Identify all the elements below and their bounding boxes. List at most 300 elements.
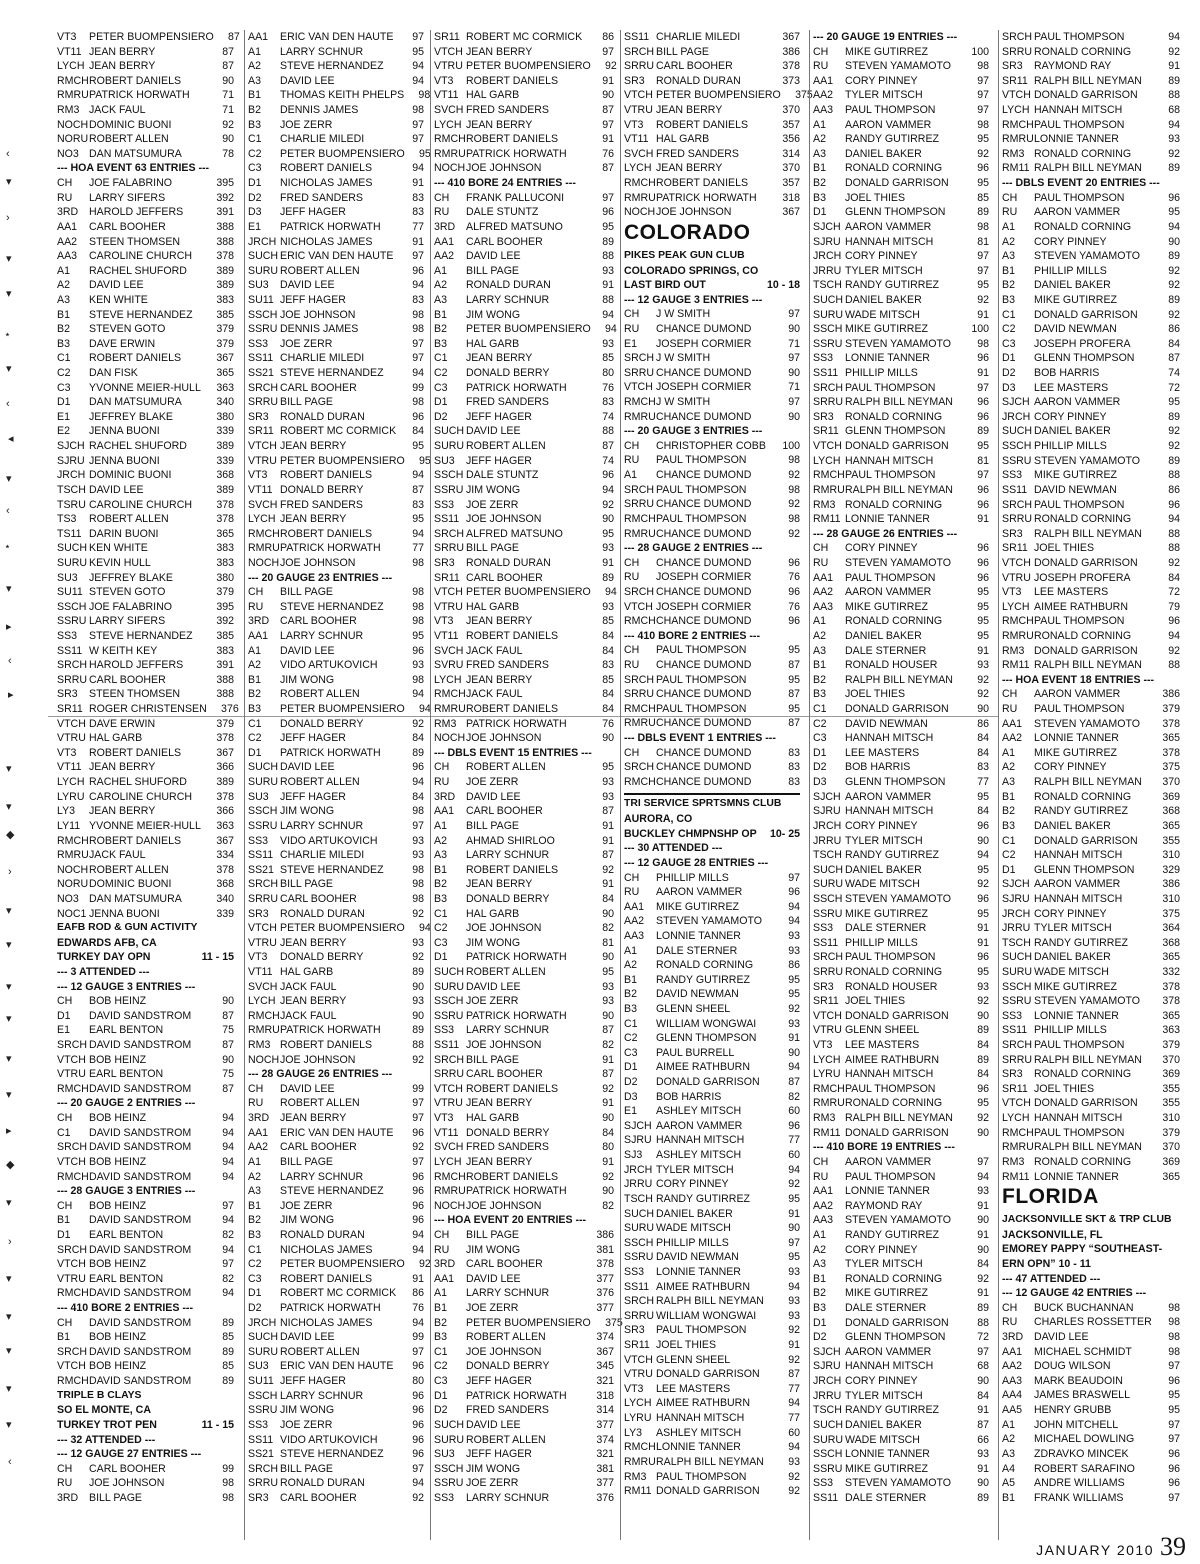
class-code: SJRU	[57, 454, 85, 467]
class-code: B1	[813, 1272, 826, 1285]
shooter-name: MIKE GUTIRREZ	[656, 900, 739, 913]
class-code: SRCH	[624, 585, 655, 598]
result-row	[434, 278, 614, 293]
score: 96	[788, 615, 800, 628]
shooter-name: FRED SANDERS	[280, 498, 363, 511]
class-code: A2	[1002, 761, 1015, 774]
score: 91	[602, 819, 614, 832]
page-number: 39	[1160, 1532, 1186, 1561]
score: 98	[418, 89, 431, 102]
class-code: RU	[813, 1170, 829, 1183]
score: 96	[788, 585, 800, 598]
shooter-name: DAVID LEE	[466, 425, 521, 438]
result-row	[624, 512, 800, 527]
class-code: LYCH	[57, 776, 85, 789]
class-code: A2	[813, 629, 826, 642]
score: 97	[222, 1199, 234, 1212]
result-row	[434, 687, 614, 702]
class-code: SR11	[248, 425, 274, 438]
shooter-name: JEFF HAGER	[466, 1448, 532, 1461]
shooter-name: DONALD GARRISON	[1034, 556, 1138, 569]
score: 94	[605, 586, 617, 599]
shooter-name: CHANCE DUMOND	[656, 366, 752, 379]
result-row	[624, 556, 800, 571]
result-row	[248, 746, 424, 761]
class-code: RMCH	[624, 512, 656, 525]
score: 93	[788, 1309, 800, 1322]
class-code: SR11	[434, 571, 460, 584]
score: 97	[977, 1155, 989, 1168]
class-code: CH	[57, 1112, 73, 1125]
shooter-name: CARL BOOHER	[466, 1258, 543, 1271]
score: 94	[977, 1170, 989, 1183]
shooter-name: EARL BENTON	[89, 1024, 164, 1037]
shooter-name: DAVID LEE	[466, 250, 521, 263]
result-row	[57, 527, 234, 542]
class-code: VTCH	[57, 1258, 86, 1271]
result-row	[434, 1111, 614, 1126]
class-code: SR3	[813, 410, 834, 423]
margin-mark: ▸	[6, 1125, 12, 1137]
result-row	[434, 1301, 614, 1316]
class-code: B2	[813, 673, 826, 686]
shooter-name: PAUL BURRELL	[656, 1046, 735, 1059]
class-code: TSCH	[813, 279, 842, 292]
margin-mark: ▾	[6, 1197, 12, 1209]
result-row	[624, 205, 800, 220]
score: 89	[222, 1345, 234, 1358]
result-row	[57, 673, 234, 688]
score: 97	[412, 133, 424, 146]
score: 84	[977, 746, 989, 759]
score: 369	[1162, 790, 1180, 803]
shooter-name: ERIC VAN DEN HAUTE	[280, 250, 394, 263]
result-row	[813, 147, 989, 162]
score: 378	[216, 250, 234, 263]
class-code: VT3	[624, 1382, 644, 1395]
shooter-name: PETER BUOMPENSIERO	[656, 89, 781, 102]
result-row	[1002, 775, 1180, 790]
result-row	[434, 1126, 614, 1141]
shooter-name: JEAN BERRY	[280, 1112, 347, 1125]
score: 87	[1168, 352, 1180, 365]
class-code: B3	[434, 337, 447, 350]
score: 378	[1162, 746, 1180, 759]
result-row	[624, 929, 800, 944]
score: 92	[222, 118, 234, 131]
result-row	[248, 337, 424, 352]
shooter-name: CHANCE DUMOND	[656, 527, 752, 540]
class-code: SJRU	[813, 1360, 841, 1373]
score: 92	[602, 498, 614, 511]
result-row	[813, 936, 989, 951]
score: 96	[977, 162, 989, 175]
result-row	[57, 1345, 234, 1360]
class-code: NOCH	[57, 863, 89, 876]
club-detail: EMOREY PAPPY “SOUTHEAST-	[1002, 1243, 1163, 1256]
class-code: LYCH	[434, 1155, 462, 1168]
event-heading-text: --- 410 BORE 19 ENTRIES ---	[813, 1141, 955, 1154]
class-code: SUCH	[813, 863, 844, 876]
score: 92	[419, 1258, 431, 1271]
score: 93	[412, 659, 424, 672]
shooter-name: PAUL THOMPSON	[1034, 191, 1125, 204]
class-code: VTCH	[57, 717, 86, 730]
class-code: SURU	[624, 1222, 655, 1235]
shooter-name: JEFF HAGER	[280, 293, 346, 306]
class-code: SRRU	[248, 396, 279, 409]
score: 94	[222, 1141, 234, 1154]
result-row	[248, 600, 424, 615]
result-row	[624, 453, 800, 468]
class-code: A2	[248, 659, 261, 672]
shooter-name: HAL GARB	[466, 907, 520, 920]
result-row	[57, 717, 234, 732]
result-row	[57, 118, 234, 133]
class-code: SR11	[434, 31, 460, 43]
class-code: SUCH	[434, 1418, 465, 1431]
score: 97	[602, 191, 614, 204]
shooter-name: JIM WONG	[466, 308, 521, 321]
class-code: A2	[434, 834, 447, 847]
class-code: RMCH	[1002, 118, 1034, 131]
class-code: SRRU	[1002, 513, 1033, 526]
shooter-name: RONALD CORNING	[845, 1097, 943, 1110]
result-row	[57, 1359, 234, 1374]
score: 389	[216, 279, 234, 292]
result-row	[57, 498, 234, 513]
score: 96	[1168, 191, 1180, 204]
class-code: SURU	[248, 776, 279, 789]
shooter-name: DAVID NEWMAN	[656, 1251, 739, 1264]
event-heading	[624, 731, 800, 746]
result-row	[1002, 118, 1180, 133]
class-code: VTCH	[1002, 556, 1031, 569]
shooter-name: PAUL THOMPSON	[656, 1324, 747, 1337]
result-row	[813, 1184, 989, 1199]
score: 91	[977, 936, 989, 949]
score: 370	[1162, 776, 1180, 789]
score: 83	[412, 191, 424, 204]
class-code: SRCH	[57, 659, 88, 672]
shooter-name: TYLER MITSCH	[845, 264, 923, 277]
result-row	[624, 366, 800, 381]
class-code: D2	[624, 1076, 638, 1089]
results-column-6	[998, 30, 1180, 1540]
score: 83	[788, 775, 800, 788]
class-code: SSCH	[1002, 440, 1032, 453]
shooter-name: EARL BENTON	[89, 1228, 164, 1241]
class-code: SS11	[813, 367, 839, 380]
shooter-name: AIMEE RATHBURN	[845, 1053, 939, 1066]
result-row	[434, 921, 614, 936]
class-code: RMRU	[1002, 629, 1034, 642]
result-row	[57, 1155, 234, 1170]
class-code: SS11	[624, 31, 650, 43]
result-row	[57, 848, 234, 863]
score: 100	[971, 323, 989, 336]
shooter-name: ROBERT DANIELS	[466, 703, 559, 716]
score: 96	[977, 352, 989, 365]
result-row	[434, 1389, 614, 1404]
shooter-name: TYLER MITSCH	[845, 1389, 923, 1402]
class-code: VT11	[57, 45, 82, 58]
event-heading	[813, 30, 989, 45]
result-row	[1002, 424, 1180, 439]
result-row	[1002, 45, 1180, 60]
result-row	[813, 1272, 989, 1287]
shooter-name: DANIEL BAKER	[845, 147, 922, 160]
class-code: SVCH	[434, 644, 464, 657]
shooter-name: JEAN BERRY	[280, 513, 347, 526]
shooter-name: HAL GARB	[656, 133, 710, 146]
class-code: SRRU	[248, 892, 279, 905]
class-code: B3	[57, 337, 70, 350]
class-code: VTRU	[248, 936, 277, 949]
score: 91	[977, 644, 989, 657]
score: 369	[1162, 1155, 1180, 1168]
score: 95	[602, 220, 614, 233]
shooter-name: LONNIE TANNER	[1034, 133, 1119, 146]
class-code: SSRU	[434, 1009, 464, 1022]
shooter-name: JIM WONG	[466, 1243, 521, 1256]
result-row	[1002, 381, 1180, 396]
result-row	[813, 1199, 989, 1214]
result-row	[57, 1053, 234, 1068]
shooter-name: DONALD GARRISON	[1034, 89, 1138, 102]
class-code: SVRU	[434, 659, 464, 672]
result-row	[1002, 439, 1180, 454]
score: 93	[602, 980, 614, 993]
shooter-name: MARK BEAUDOIN	[1034, 1374, 1123, 1387]
shooter-name: PATRICK HORWATH	[89, 89, 190, 102]
class-code: SRCH	[57, 1243, 88, 1256]
result-row	[1002, 1111, 1180, 1126]
shooter-name: RALPH BILL NEYMAN	[1034, 1053, 1142, 1066]
class-code: A3	[1002, 250, 1015, 263]
shooter-name: DAVID SANDSTROM	[89, 1009, 192, 1022]
score: 90	[788, 1046, 800, 1059]
result-row	[434, 1096, 614, 1111]
score: 93	[977, 1185, 989, 1198]
class-code: RM11	[624, 1485, 652, 1498]
shooter-name: LARRY SCHNUR	[466, 1287, 550, 1300]
result-row	[624, 1455, 800, 1470]
score: 375	[1162, 907, 1180, 920]
result-row	[248, 205, 424, 220]
shooter-name: JENNA BUONI	[89, 907, 160, 920]
shooter-name: JOE JOHNSON	[280, 308, 356, 321]
class-code: A2	[248, 60, 261, 73]
shooter-name: HAROLD JEFFERS	[89, 206, 184, 219]
shooter-name: RALPH BILL NEYMAN	[845, 483, 953, 496]
score: 94	[788, 1061, 800, 1074]
result-row	[1002, 804, 1180, 819]
result-row	[813, 191, 989, 206]
results-column-4	[620, 30, 813, 1540]
shooter-name: PETER BUOMPENSIERO	[280, 454, 405, 467]
result-row	[248, 454, 431, 469]
class-code: D1	[248, 746, 262, 759]
class-code: A2	[1002, 235, 1015, 248]
result-row	[434, 1053, 614, 1068]
shooter-name: LEE MASTERS	[1034, 586, 1109, 599]
class-code: VTRU	[434, 1097, 463, 1110]
class-code: RU	[624, 886, 640, 899]
class-code: VTRU	[57, 1068, 86, 1081]
class-code: VTRU	[813, 1024, 842, 1037]
class-code: RM3	[1002, 1155, 1025, 1168]
score: 76	[788, 571, 800, 584]
score: 83	[412, 293, 424, 306]
shooter-name: PETER BUOMPENSIERO	[466, 60, 591, 73]
class-code: C3	[624, 1046, 638, 1059]
class-code: C1	[434, 907, 448, 920]
result-row	[813, 439, 989, 454]
result-row	[1002, 454, 1180, 469]
class-code: VTRU	[57, 1272, 86, 1285]
score: 314	[596, 1404, 614, 1417]
score: 93	[602, 600, 614, 613]
class-code: TSCH	[624, 1192, 653, 1205]
shooter-name: STEVEN YAMAMOTO	[845, 1214, 951, 1227]
shooter-name: BILL PAGE	[466, 542, 519, 555]
shooter-name: ALFRED MATSUNO	[466, 220, 563, 233]
shooter-name: AARON VAMMER	[1034, 206, 1121, 219]
class-code: A1	[1002, 746, 1015, 759]
shooter-name: DAVID NEWMAN	[845, 717, 928, 730]
shooter-name: JOE FALABRINO	[89, 600, 173, 613]
result-row	[434, 994, 614, 1009]
score: 392	[216, 191, 234, 204]
result-row	[248, 790, 424, 805]
event-heading	[813, 527, 989, 542]
shooter-name: DALE STUNTZ	[466, 206, 539, 219]
shooter-name: ROBERT DANIELS	[89, 352, 182, 365]
shooter-name: DANIEL BAKER	[845, 863, 922, 876]
class-code: LYRU	[57, 790, 85, 803]
class-code: RMCH	[57, 834, 89, 847]
shooter-name: CHARLIE MILEDI	[280, 133, 365, 146]
result-row	[813, 322, 989, 337]
shooter-name: STEVE HERNANDEZ	[280, 60, 384, 73]
result-row	[813, 278, 989, 293]
class-code: RMCH	[1002, 1126, 1034, 1139]
result-row	[624, 1294, 800, 1309]
shooter-name: DANIEL BAKER	[1034, 951, 1111, 964]
score: 89	[977, 206, 989, 219]
event-heading-text: TURKEY DAY OPN	[57, 951, 151, 964]
margin-mark: ▾	[6, 939, 12, 951]
class-code: AA1	[248, 1126, 269, 1139]
score: 373	[782, 74, 800, 87]
class-code: SSRU	[813, 1462, 843, 1475]
result-row	[1002, 527, 1180, 542]
shooter-name: ZDRAVKO MINCEK	[1034, 1447, 1129, 1460]
class-code: SSCH	[57, 600, 87, 613]
score: 94	[1168, 118, 1180, 131]
shooter-name: LONNIE TANNER	[845, 352, 930, 365]
shooter-name: ANDRE WILLIAMS	[1034, 1477, 1125, 1490]
result-row	[813, 1228, 989, 1243]
class-code: SS3	[434, 1024, 455, 1037]
class-code: SRCH	[57, 1141, 88, 1154]
shooter-name: DAVID LEE	[1034, 1331, 1089, 1344]
class-code: C2	[57, 367, 71, 380]
result-row	[434, 205, 614, 220]
shooter-name: STEVE HERNANDEZ	[89, 629, 193, 642]
score: 94	[1168, 31, 1180, 43]
shooter-name: DANIEL BAKER	[845, 629, 922, 642]
shooter-name: ROBERT ALLEN	[280, 1097, 360, 1110]
score: 98	[412, 104, 424, 117]
class-code: NOCH	[434, 162, 466, 175]
score: 82	[602, 922, 614, 935]
shooter-name: BILL PAGE	[280, 1462, 333, 1475]
shooter-name: DAVID LEE	[466, 1272, 521, 1285]
class-code: B1	[434, 1302, 447, 1315]
class-code: RMRU	[624, 1455, 656, 1468]
class-code: E1	[624, 337, 637, 350]
shooter-name: PAUL THOMPSON	[1034, 498, 1125, 511]
class-code: SSCH	[434, 995, 464, 1008]
class-code: CH	[248, 586, 264, 599]
score: 97	[1168, 1433, 1180, 1446]
result-row	[813, 731, 989, 746]
shooter-name: NICHOLAS JAMES	[280, 177, 373, 190]
result-row	[434, 30, 614, 45]
class-code: SU3	[248, 790, 269, 803]
shooter-name: ROBERT MC CORMICK	[466, 31, 583, 43]
class-code: B2	[57, 323, 70, 336]
score: 97	[222, 1258, 234, 1271]
class-code: SU11	[248, 293, 274, 306]
result-row	[434, 1170, 614, 1185]
shooter-name: FRED SANDERS	[280, 191, 363, 204]
result-row	[624, 658, 800, 673]
shooter-name: CARL BOOHER	[280, 1141, 357, 1154]
score: 74	[602, 410, 614, 423]
result-row	[57, 834, 234, 849]
result-row	[1002, 103, 1180, 118]
class-code: RU	[57, 191, 73, 204]
margin-mark: ▾	[6, 1089, 12, 1101]
score: 94	[602, 483, 614, 496]
result-row	[813, 585, 989, 600]
result-row	[624, 380, 800, 395]
result-row	[1002, 161, 1180, 176]
club-name: PIKES PEAK GUN CLUB	[624, 249, 745, 261]
result-row	[1002, 921, 1180, 936]
shooter-name: DAN MATSUMURA	[89, 892, 182, 905]
result-row	[434, 161, 614, 176]
score: 94	[412, 1477, 424, 1490]
result-row	[624, 570, 800, 585]
class-code: CH	[434, 761, 450, 774]
class-code: SJRU	[624, 1134, 652, 1147]
result-row	[434, 1418, 614, 1433]
class-code: AA1	[57, 220, 78, 233]
class-code: SSCH	[813, 1448, 843, 1461]
shooter-name: HANNAH MITSCH	[845, 454, 934, 467]
result-row	[624, 322, 800, 337]
shooter-name: RONALD DURAN	[466, 556, 551, 569]
score: 98	[788, 483, 800, 496]
result-row	[248, 176, 424, 191]
class-code: SS11	[624, 1280, 650, 1293]
score: 96	[977, 498, 989, 511]
score: 98	[977, 118, 989, 131]
